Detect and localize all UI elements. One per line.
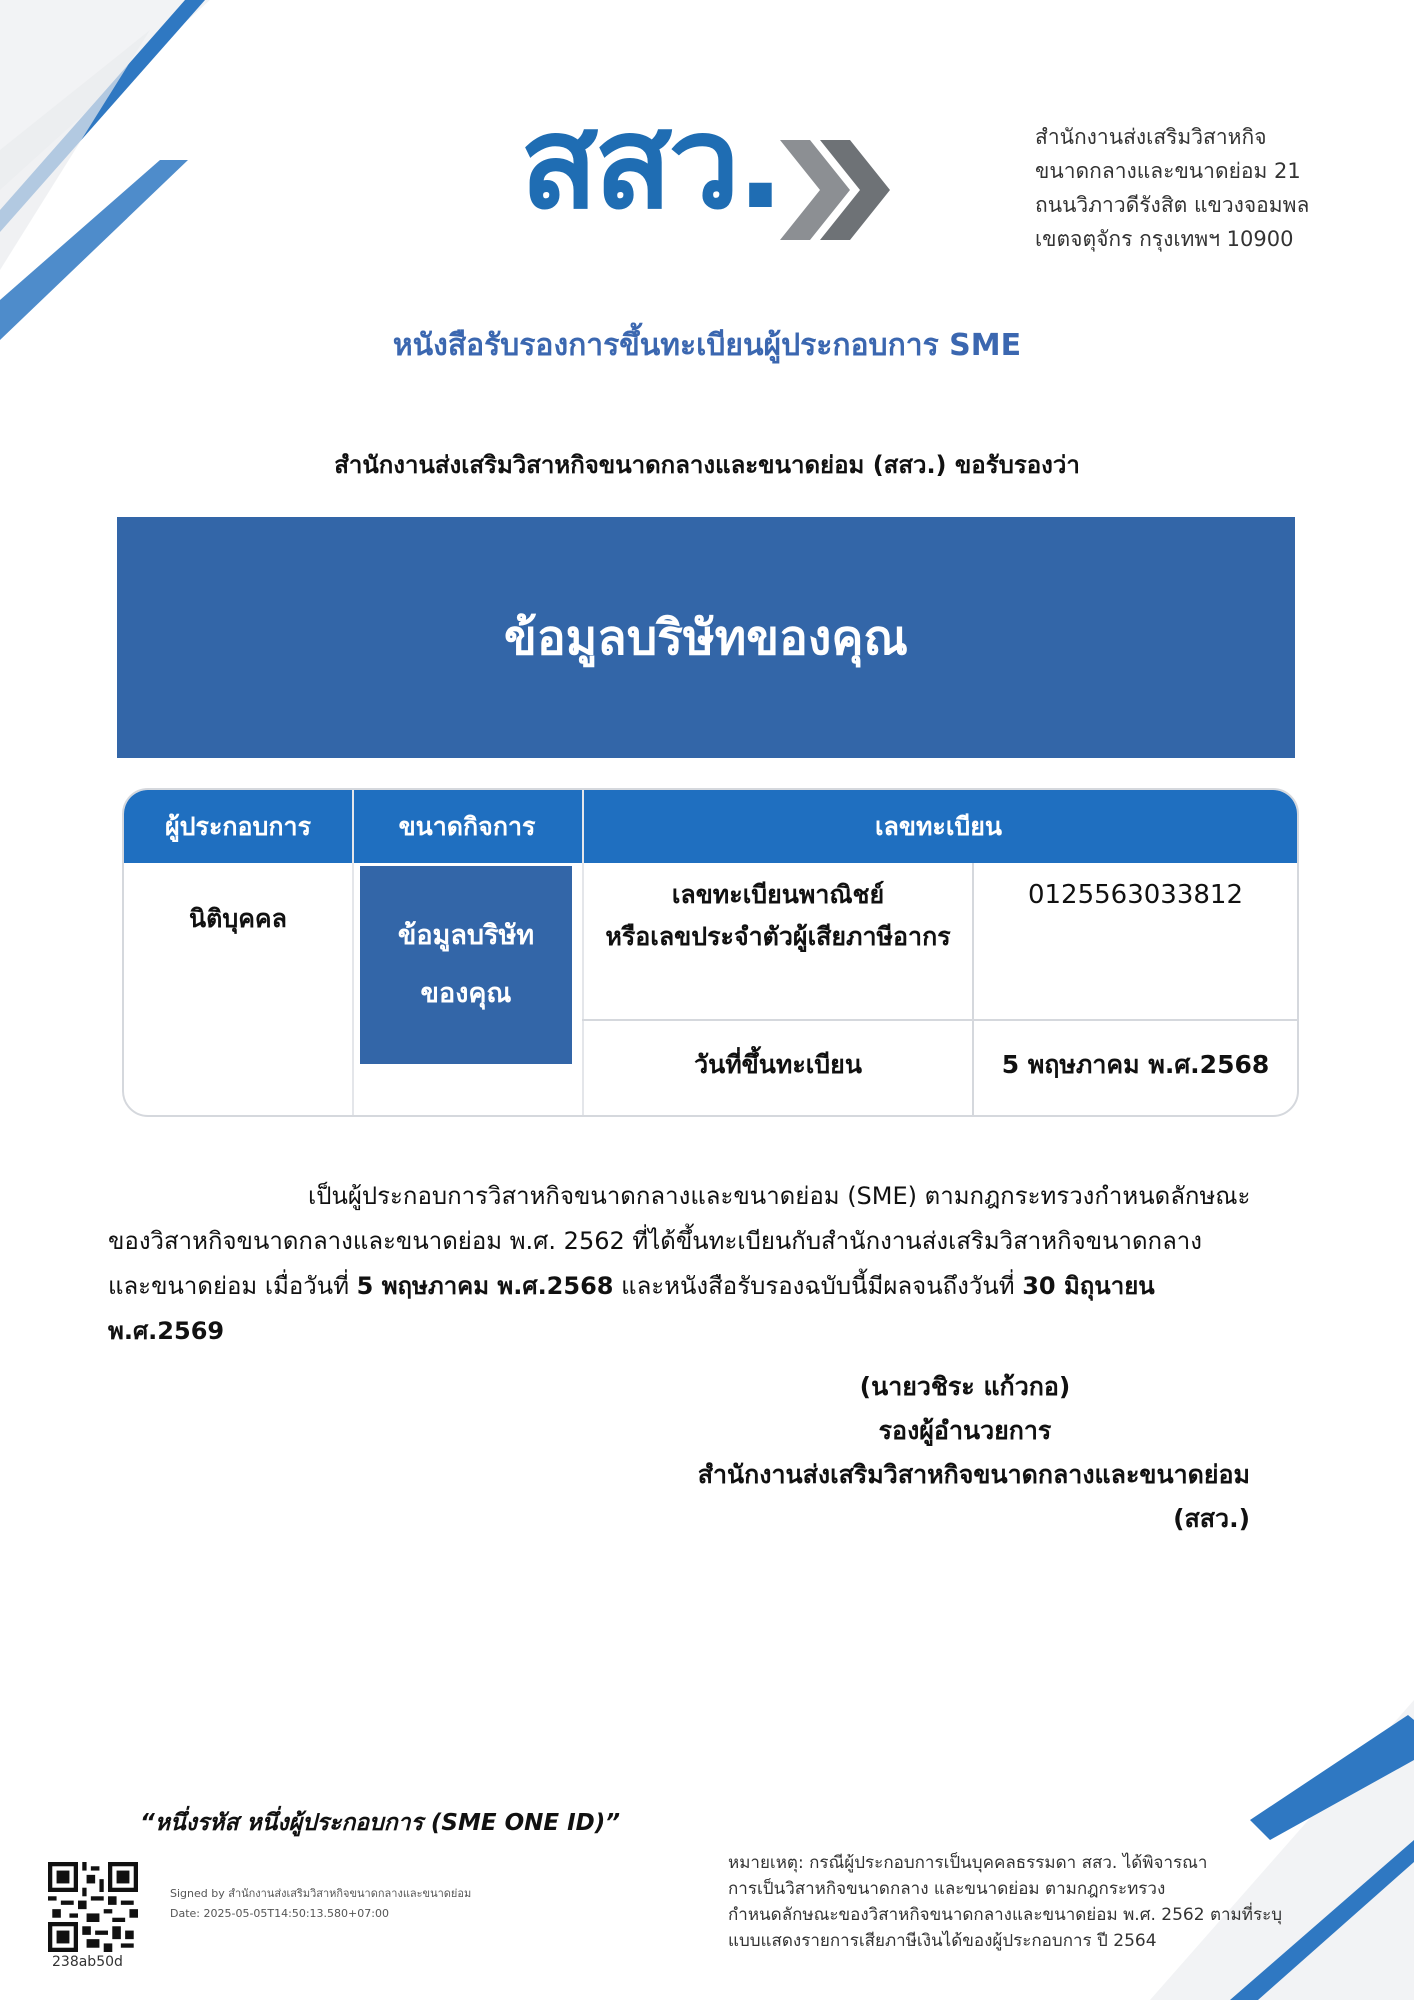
- registration-date: 5 พฤษภาคม พ.ศ.2568: [1001, 1050, 1270, 1079]
- business-size-box: [360, 866, 572, 1064]
- signed-by: Signed by สำนักงานส่งเสริมวิสาหกิจขนาดกลางและขนาดย่อม: [170, 1887, 472, 1900]
- remark-line: การเป็นวิสาหกิจขนาดกลาง และขนาดย่อม ตามกฎกระทรวง: [728, 1879, 1166, 1899]
- business-size-line: ข้อมูลบริษัท: [397, 920, 535, 951]
- paragraph-text: และหนังสือรับรองฉบับนี้มีผลจนถึงวันที่: [613, 1272, 1023, 1300]
- entrepreneur-type: นิติบุคคล: [189, 904, 287, 933]
- certification-paragraph: [108, 1174, 1258, 1354]
- address-line: เขตจตุจักร กรุงเทพฯ 10900: [1035, 227, 1294, 251]
- ossmep-logo: สสว.: [520, 89, 781, 238]
- expiry-date-inline: 30 มิถุนายน พ.ศ.2569: [108, 1272, 1155, 1345]
- registration-date-label: วันที่ขึ้นทะเบียน: [694, 1050, 862, 1079]
- address-line: สำนักงานส่งเสริมวิสาหกิจ: [1035, 125, 1267, 149]
- address-line: ถนนวิภาวดีรังสิต แขวงจอมพล: [1035, 193, 1310, 217]
- qr-code-icon[interactable]: [48, 1862, 138, 1952]
- registration-label: [584, 874, 972, 958]
- signatory-block: [620, 1365, 1310, 1541]
- signatory-position: รองผู้อำนวยการ: [878, 1416, 1052, 1445]
- paragraph-line: [108, 1264, 1258, 1354]
- certify-statement: สำนักงานส่งเสริมวิสาหกิจขนาดกลางและขนาดย่อม (สสว.) ขอรับรองว่า: [334, 451, 1080, 479]
- company-info-text: ข้อมูลบริษัทของคุณ: [504, 609, 908, 666]
- address-line: ขนาดกลางและขนาดย่อม 21: [1035, 159, 1301, 183]
- signed-date: Date: 2025-05-05T14:50:13.580+07:00: [170, 1907, 389, 1920]
- divider: [352, 790, 354, 1115]
- paragraph-text: และขนาดย่อม เมื่อวันที่: [108, 1272, 357, 1300]
- office-address: [1035, 120, 1309, 256]
- registration-label-line: เลขทะเบียนพาณิชย์: [671, 880, 885, 909]
- remark-note: [728, 1850, 1288, 1954]
- company-info-banner: [117, 517, 1295, 758]
- registration-date-inline: 5 พฤษภาคม พ.ศ.2568: [356, 1272, 614, 1300]
- remark-line: หมายเหตุ: กรณีผู้ประกอบการเป็นบุคคลธรรมดา สสว. ได้พิจารณา: [728, 1853, 1208, 1873]
- registration-label-line: หรือเลขประจำตัวผู้เสียภาษีอากร: [605, 922, 951, 951]
- paragraph-line: เป็นผู้ประกอบการวิสาหกิจขนาดกลางและขนาดย่อม (SME) ตามกฎกระทรวงกำหนดลักษณะ: [308, 1182, 1251, 1210]
- header-business-size: ขนาดกิจการ: [398, 811, 536, 841]
- divider: [582, 1019, 1297, 1021]
- registration-table: [122, 788, 1299, 1117]
- document-title: หนังสือรับรองการขึ้นทะเบียนผู้ประกอบการ SME: [392, 328, 1022, 363]
- header-entrepreneur: ผู้ประกอบการ: [165, 811, 311, 841]
- business-size-line: ของคุณ: [420, 978, 512, 1009]
- remark-line: แบบแสดงรายการเสียภาษีเงินได้ของผู้ประกอบการ ปี 2564: [728, 1931, 1157, 1951]
- remark-line: กำหนดลักษณะของวิสาหกิจขนาดกลางและขนาดย่อม พ.ศ. 2562 ตามที่ระบุ: [728, 1905, 1283, 1925]
- registration-number: 0125563033812: [1027, 880, 1244, 910]
- double-chevron-logo-icon: [780, 130, 900, 250]
- table-header: [124, 790, 1297, 863]
- header-registration: เลขทะเบียน: [874, 811, 1002, 841]
- signatory-organization: สำนักงานส่งเสริมวิสาหกิจขนาดกลางและขนาดย่อม (สสว.): [697, 1460, 1250, 1533]
- sme-one-id-slogan: “หนึ่งรหัส หนึ่งผู้ประกอบการ (SME ONE ID)”: [140, 1810, 621, 1836]
- signatory-name: (นายวชิระ แก้วกอ): [859, 1372, 1071, 1401]
- paragraph-line: ของวิสาหกิจขนาดกลางและขนาดย่อม พ.ศ. 2562 ที่ได้ขึ้นทะเบียนกับสำนักงานส่งเสริมวิสาหกิจขนาดกลาง: [108, 1227, 1202, 1255]
- digital-signature-info: [170, 1884, 471, 1924]
- qr-code-id: 238ab50d: [52, 1954, 123, 1970]
